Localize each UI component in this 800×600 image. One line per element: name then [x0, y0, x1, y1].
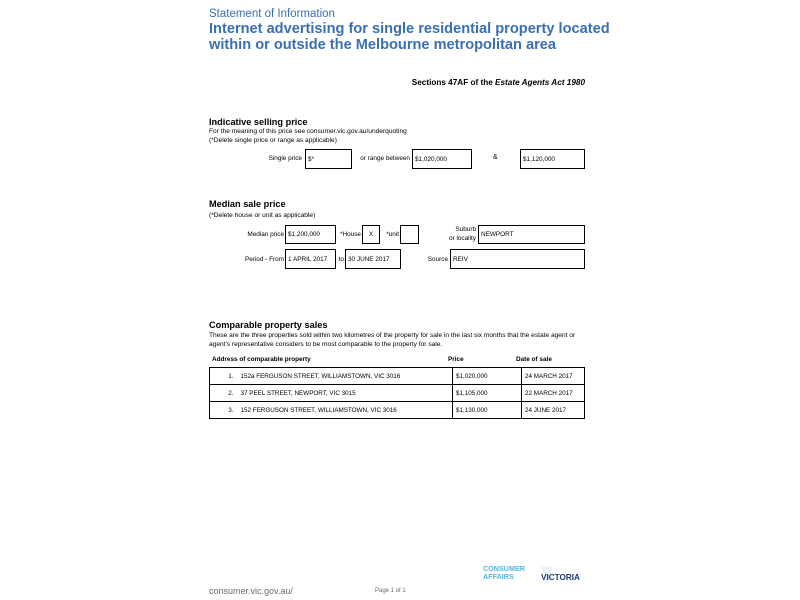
median-price-heading: Median sale price	[209, 199, 286, 209]
period-to-field[interactable]: 30 JUNE 2017	[345, 249, 401, 269]
indicative-price-note-1: For the meaning of this price see consumer.vic.gov.au/underquoting	[209, 128, 407, 135]
logo-text-victoria: VICTORIA	[541, 573, 580, 582]
consumer-affairs-victoria-logo	[483, 564, 593, 588]
column-header-date: Date of sale	[516, 356, 552, 363]
unit-checkbox[interactable]	[400, 225, 419, 244]
suburb-label-line-2: or locality	[449, 234, 476, 242]
table-row	[210, 402, 585, 419]
table-row	[210, 385, 585, 402]
comparable-sales-table	[209, 367, 585, 419]
period-to-label: to	[338, 256, 344, 263]
range-from-field[interactable]: $1,020,000	[412, 149, 472, 169]
logo-text-affairs: AFFAIRS	[483, 572, 514, 581]
single-price-label: Single price	[268, 155, 302, 162]
suburb-label	[440, 226, 476, 243]
period-from-field[interactable]: 1 APRIL 2017	[285, 249, 336, 269]
unit-label: *unit	[386, 231, 399, 238]
house-label: *House	[340, 231, 361, 238]
indicative-price-heading: Indicative selling price	[209, 117, 308, 127]
row-date: 22 MARCH 2017	[522, 385, 585, 402]
comparable-sales-description: These are the three properties sold within two kilometres of the property for sale in the last six months that the estate agent or agent's representative considers to be most comparable to the property for sale.	[209, 332, 576, 348]
row-number: 3.	[210, 402, 238, 419]
row-price: $1,020,000	[453, 368, 522, 385]
footer-url[interactable]: consumer.vic.gov.au/	[209, 586, 293, 596]
row-number: 2.	[210, 385, 238, 402]
source-field[interactable]: REIV	[450, 249, 585, 269]
suburb-field[interactable]: NEWPORT	[478, 225, 585, 244]
legislation-prefix: Sections 47AF of the	[411, 78, 496, 87]
logo-text-consumer: CONSUMER	[483, 564, 525, 573]
source-label: Source	[427, 256, 448, 263]
single-price-field[interactable]: $*	[305, 149, 352, 169]
document-title: Internet advertising for single residential property located within or outside the Melbourne metropolitan area	[209, 21, 610, 53]
row-date: 24 JUNE 2017	[522, 402, 585, 419]
row-address: 152a FERGUSON STREET, WILLIAMSTOWN, VIC 3016	[238, 368, 453, 385]
range-to-field[interactable]: $1,120,000	[520, 149, 585, 169]
legislation-reference	[395, 78, 585, 87]
column-header-price: Price	[448, 356, 464, 363]
document-subtitle: Statement of Information	[209, 8, 335, 20]
median-price-note: (*Delete house or unit as applicable)	[209, 212, 316, 219]
comparable-sales-heading: Comparable property sales	[209, 320, 328, 330]
median-price-label: Median price	[247, 231, 284, 238]
row-price: $1,105,000	[453, 385, 522, 402]
median-price-field[interactable]: $1,200,000	[285, 225, 336, 244]
range-between-label: or range between	[360, 155, 410, 162]
column-header-address: Address of comparable property	[212, 356, 311, 363]
period-from-label: Period - From	[244, 256, 284, 263]
legislation-act: Estate Agents Act 1980	[495, 78, 585, 87]
row-number: 1.	[210, 368, 238, 385]
house-checkbox[interactable]: X	[362, 225, 380, 244]
row-address: 37 PEEL STREET, NEWPORT, VIC 3015	[238, 385, 453, 402]
page-number: Page 1 of 1	[375, 588, 406, 594]
suburb-label-line-1: Suburb	[455, 226, 476, 233]
range-ampersand: &	[493, 154, 498, 161]
row-date: 24 MARCH 2017	[522, 368, 585, 385]
row-price: $1,130,000	[453, 402, 522, 419]
indicative-price-note-2: (*Delete single price or range as applicable)	[209, 137, 337, 144]
row-address: 152 FERGUSON STREET, WILLIAMSTOWN, VIC 3016	[238, 402, 453, 419]
table-row	[210, 368, 585, 385]
